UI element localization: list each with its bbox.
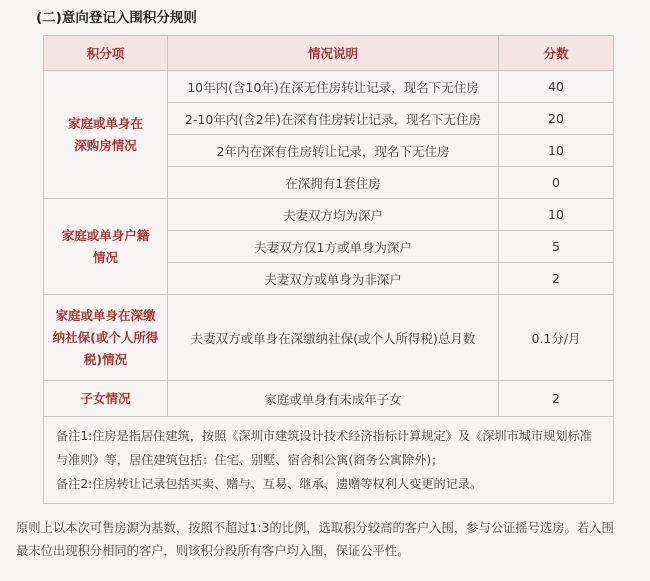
row-description: 夫妻双方仅1方或单身为深户: [168, 231, 499, 263]
points-rules-table: [43, 35, 614, 504]
table-row: [44, 199, 614, 231]
item-hukou: [44, 199, 168, 295]
note-2: 备注2:住房转让记录包括买卖、赠与、互易、继承、遗赠等权利人变更的记录。: [56, 477, 483, 491]
row-description: 夫妻双方或单身为非深户: [168, 263, 499, 295]
row-score: 0.1分/月: [499, 295, 614, 381]
row-score: 10: [499, 199, 614, 231]
notes-cell: [44, 417, 614, 504]
row-description: 2-10年内(含2年)在深有住房转让记录，现名下无住房: [168, 103, 499, 135]
row-description: 夫妻双方均为深户: [168, 199, 499, 231]
notes-row: [44, 417, 614, 504]
row-score: 2: [499, 263, 614, 295]
table-header-row: [44, 36, 614, 71]
item-housing: [44, 71, 168, 199]
header-item: 积分项: [44, 36, 168, 71]
row-description: 家庭或单身有未成年子女: [168, 381, 499, 417]
table-row: [44, 381, 614, 417]
row-score: 40: [499, 71, 614, 103]
row-score: 10: [499, 135, 614, 167]
item-social-insurance-label: 家庭或单身在深缴纳社保(或个人所得税)情况: [52, 307, 159, 367]
row-score: 0: [499, 167, 614, 199]
footer-paragraph: 原则上以本次可售房源为基数，按照不超过1:3的比例，选取积分较高的客户入围，参与公证摇号选房。若入围最末位出现积分相同的客户，则该积分段所有客户均入围，保证公平性。: [16, 521, 614, 558]
row-description: 夫妻双方或单身在深缴纳社保(或个人所得税)总月数: [168, 295, 499, 381]
row-score: 2: [499, 381, 614, 417]
note-1: 备注1:住房是指居住建筑，按照《深圳市建筑设计技术经济指标计算规定》及《深圳市城市规划标准与准则》等，居住建筑包括：住宅、别墅、宿舍和公寓(商务公寓除外)；: [56, 429, 592, 467]
row-description: 10年内(含10年)在深无住房转让记录，现名下无住房: [168, 71, 499, 103]
header-description: 情况说明: [168, 36, 499, 71]
section-heading: (二)意向登记入围积分规则: [36, 10, 197, 26]
table-row: [44, 71, 614, 103]
item-children: 子女情况: [44, 381, 168, 417]
row-description: 在深拥有1套住房: [168, 167, 499, 199]
header-score: 分数: [499, 36, 614, 71]
row-description: 2年内在深有住房转让记录，现名下无住房: [168, 135, 499, 167]
table-row: [44, 295, 614, 381]
row-score: 5: [499, 231, 614, 263]
item-housing-label: 家庭或单身在深购房情况: [67, 115, 143, 153]
item-social-insurance: [44, 295, 168, 381]
item-hukou-label: 家庭或单身户籍情况: [61, 227, 150, 265]
row-score: 20: [499, 103, 614, 135]
